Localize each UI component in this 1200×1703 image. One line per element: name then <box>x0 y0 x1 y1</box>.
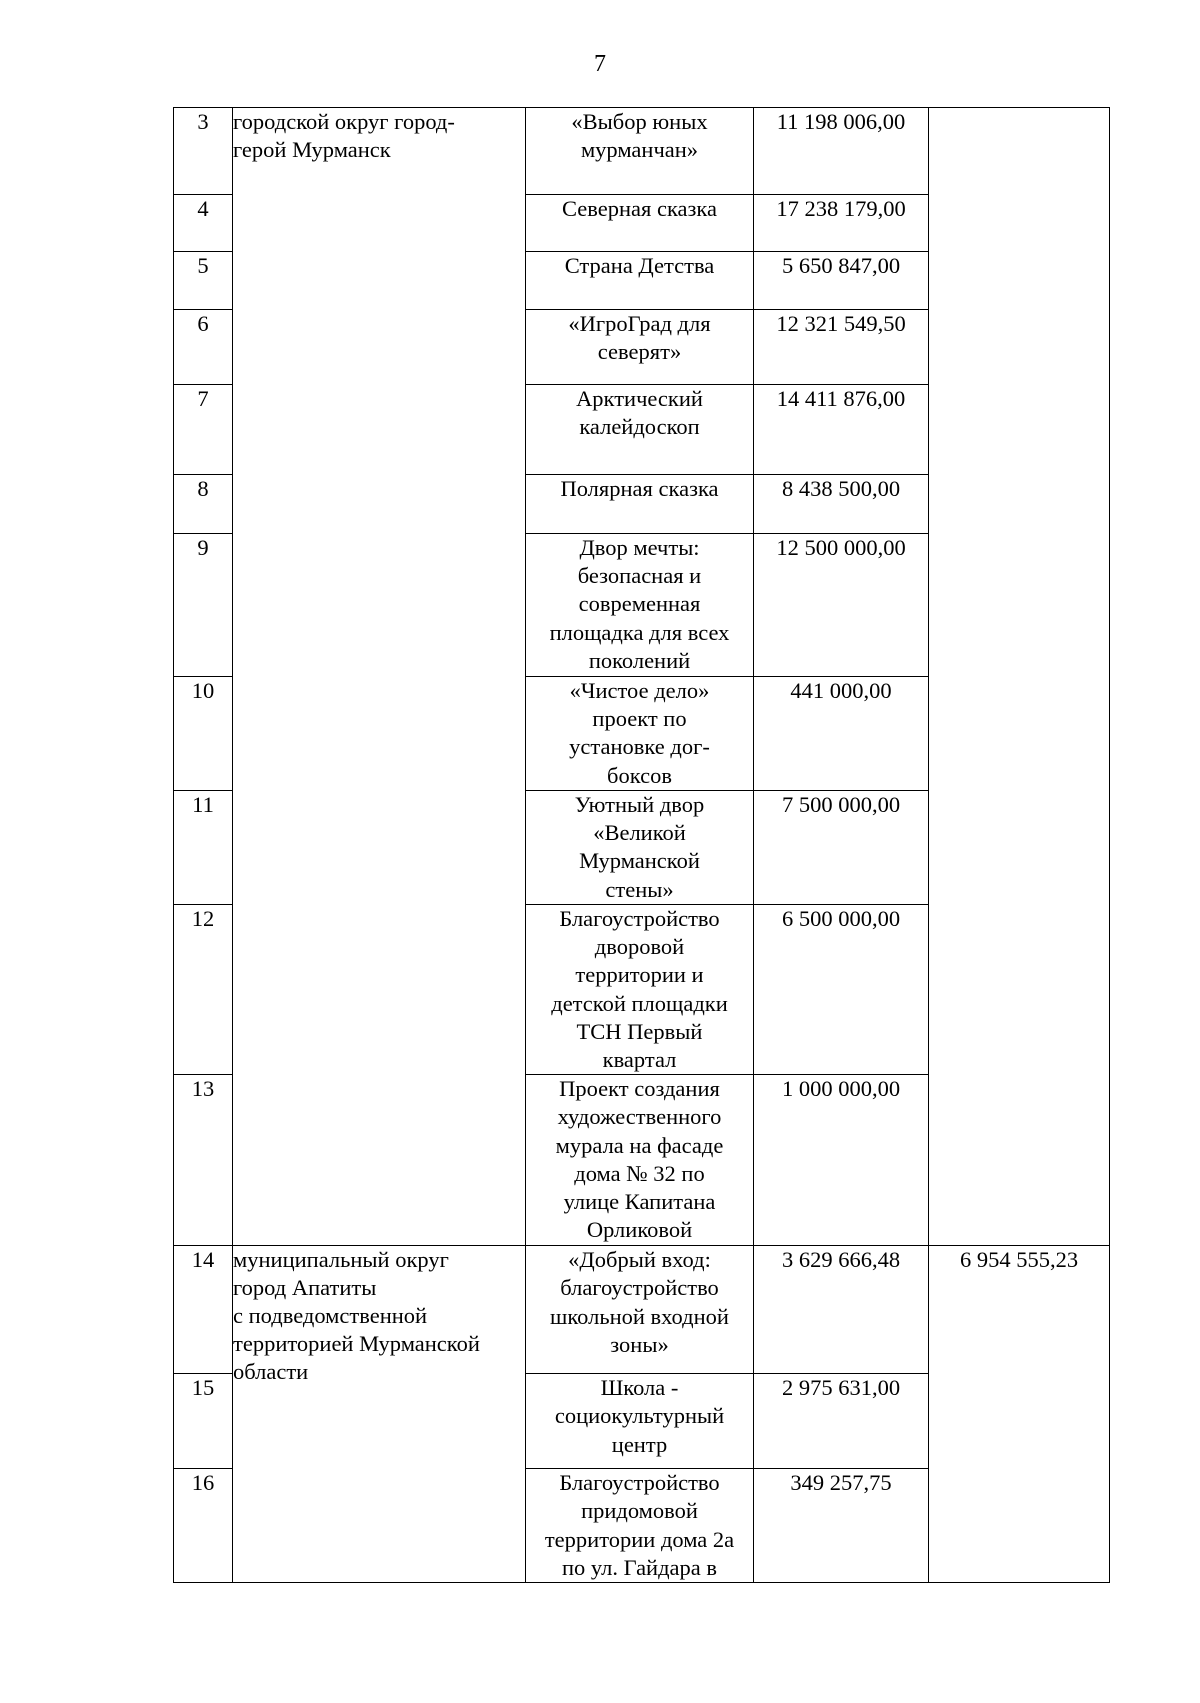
project-cell <box>526 385 754 475</box>
project-cell <box>526 1246 754 1374</box>
project-cell <box>526 677 754 791</box>
project-name: Школа - социокультурный центр <box>554 1375 725 1457</box>
amount-cell: 1 000 000,00 <box>754 1075 929 1246</box>
project-name: «Выбор юных мурманчан» <box>571 109 708 163</box>
amount-cell: 441 000,00 <box>754 677 929 791</box>
project-cell <box>526 310 754 385</box>
amount-cell: 6 500 000,00 <box>754 905 929 1075</box>
project-name: Уютный двор «Великой Мурманской стены» <box>574 792 705 902</box>
project-cell <box>526 1374 754 1469</box>
municipal-projects-table <box>173 107 1110 1583</box>
municipality-cell <box>233 1246 526 1583</box>
row-number: 15 <box>174 1374 233 1469</box>
amount-cell: 12 321 549,50 <box>754 310 929 385</box>
row-number: 14 <box>174 1246 233 1374</box>
project-cell <box>526 1469 754 1583</box>
project-name: Благоустройство придомовой территории дома 2а по ул. Гайдара в <box>544 1470 735 1580</box>
amount-cell: 17 238 179,00 <box>754 195 929 252</box>
group-total-cell: 6 954 555,23 <box>929 1246 1110 1583</box>
row-number: 9 <box>174 534 233 677</box>
row-number: 7 <box>174 385 233 475</box>
project-cell <box>526 195 754 252</box>
project-name: Арктический калейдоскоп <box>576 386 703 440</box>
group-total-cell <box>929 108 1110 1246</box>
project-cell <box>526 108 754 195</box>
amount-cell: 14 411 876,00 <box>754 385 929 475</box>
row-number: 11 <box>174 791 233 905</box>
project-name: Полярная сказка <box>560 476 719 501</box>
row-number: 6 <box>174 310 233 385</box>
project-cell <box>526 252 754 310</box>
page-number: 7 <box>594 51 606 77</box>
row-number: 13 <box>174 1075 233 1246</box>
project-name: «Чистое дело» проект по установке дог- боксов <box>569 678 710 788</box>
table-row <box>174 108 1110 195</box>
amount-cell: 5 650 847,00 <box>754 252 929 310</box>
row-number: 8 <box>174 475 233 534</box>
row-number: 16 <box>174 1469 233 1583</box>
project-cell <box>526 905 754 1075</box>
table-row <box>174 1246 1110 1374</box>
project-name: Страна Детства <box>564 253 715 278</box>
amount-cell: 3 629 666,48 <box>754 1246 929 1374</box>
project-name: Проект создания художественного мурала на фасаде дома № 32 по улице Капитана Орликовой <box>555 1076 724 1243</box>
municipality-name: городской округ город- герой Мурманск <box>233 109 455 162</box>
project-name: «ИгроГрад для северят» <box>568 311 711 365</box>
project-cell <box>526 534 754 677</box>
project-name: «Добрый вход: благоустройство школьной входной зоны» <box>550 1247 729 1357</box>
municipality-cell <box>233 108 526 1246</box>
row-number: 10 <box>174 677 233 791</box>
row-number: 4 <box>174 195 233 252</box>
project-name: Двор мечты: безопасная и современная площадка для всех поколений <box>549 535 730 673</box>
amount-cell: 12 500 000,00 <box>754 534 929 677</box>
project-cell <box>526 1075 754 1246</box>
project-cell <box>526 475 754 534</box>
amount-cell: 8 438 500,00 <box>754 475 929 534</box>
row-number: 3 <box>174 108 233 195</box>
amount-cell: 2 975 631,00 <box>754 1374 929 1469</box>
municipality-name: муниципальный округ город Апатиты с подведомственной территорией Мурманской области <box>233 1247 480 1385</box>
project-name: Благоустройство дворовой территории и детской площадки ТСН Первый квартал <box>551 906 728 1073</box>
amount-cell: 11 198 006,00 <box>754 108 929 195</box>
amount-cell: 349 257,75 <box>754 1469 929 1583</box>
amount-cell: 7 500 000,00 <box>754 791 929 905</box>
project-cell <box>526 791 754 905</box>
project-name: Северная сказка <box>561 196 718 221</box>
row-number: 12 <box>174 905 233 1075</box>
row-number: 5 <box>174 252 233 310</box>
